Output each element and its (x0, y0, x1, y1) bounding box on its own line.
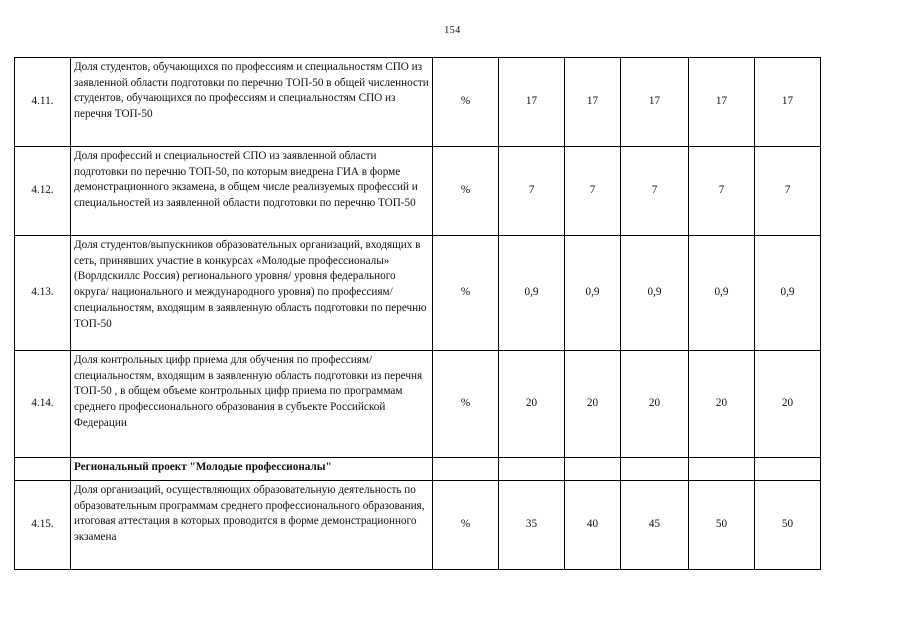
value-cell: 0,9 (565, 236, 621, 351)
row-number: 4.14. (15, 351, 71, 458)
value-cell: 7 (689, 147, 755, 236)
row-number: 4.12. (15, 147, 71, 236)
section-title: Региональный проект "Молодые профессионалы" (71, 458, 433, 481)
unit-cell: % (433, 58, 499, 147)
indicator-description: Доля студентов/выпускников образовательных организаций, входящих в сеть, принявших участие в конкурсах «Молодые профессионалы» (Ворлдскиллс Россия) регионального уровня/ уровня федерального округа/ национального и международного уровня) по профессиям/ специальностям, входящим в заявленную область подготовки по перечню ТОП-50 (71, 236, 433, 351)
unit-cell: % (433, 481, 499, 570)
empty-cell (565, 458, 621, 481)
value-cell: 17 (499, 58, 565, 147)
unit-cell: % (433, 351, 499, 458)
value-cell: 17 (755, 58, 821, 147)
value-cell: 20 (565, 351, 621, 458)
value-cell: 0,9 (621, 236, 689, 351)
unit-cell: % (433, 147, 499, 236)
value-cell: 45 (621, 481, 689, 570)
table-row (15, 58, 821, 147)
value-cell: 20 (689, 351, 755, 458)
empty-cell (499, 458, 565, 481)
value-cell: 17 (689, 58, 755, 147)
row-number: 4.13. (15, 236, 71, 351)
row-number: 4.11. (15, 58, 71, 147)
row-number-empty (15, 458, 71, 481)
page-number: 154 (444, 25, 461, 36)
value-cell: 50 (755, 481, 821, 570)
value-cell: 17 (565, 58, 621, 147)
value-cell: 7 (499, 147, 565, 236)
value-cell: 0,9 (499, 236, 565, 351)
value-cell: 40 (565, 481, 621, 570)
indicators-table (14, 57, 821, 570)
value-cell: 7 (755, 147, 821, 236)
empty-cell (621, 458, 689, 481)
indicator-description: Доля студентов, обучающихся по профессиям и специальностям СПО из заявленной области подготовки по перечню ТОП-50 в общей численности студентов, обучающихся по профессиям и специальностям СПО из перечня ТОП-50 (71, 58, 433, 147)
table-row (15, 351, 821, 458)
table-row (15, 147, 821, 236)
empty-cell (755, 458, 821, 481)
section-row (15, 458, 821, 481)
value-cell: 17 (621, 58, 689, 147)
empty-cell (689, 458, 755, 481)
indicator-description: Доля контрольных цифр приема для обучения по профессиям/ специальностям, входящим в заявленную область подготовки из перечня ТОП-50 , в общем объеме контрольных цифр приема по программам среднего профессионального образования в субъекте Российской Федерации (71, 351, 433, 458)
value-cell: 7 (565, 147, 621, 236)
value-cell: 20 (621, 351, 689, 458)
value-cell: 50 (689, 481, 755, 570)
value-cell: 0,9 (689, 236, 755, 351)
indicator-description: Доля организаций, осуществляющих образовательную деятельность по образовательным программам среднего профессионального образования, итоговая аттестация в которых проводится в форме демонстрационного экзамена (71, 481, 433, 570)
row-number: 4.15. (15, 481, 71, 570)
indicator-description: Доля профессий и специальностей СПО из заявленной области подготовки по перечню ТОП-50, по которым внедрена ГИА в форме демонстрационного экзамена, в общем числе реализуемых профессий и специальностей из заявленной области подготовки по перечню ТОП-50 (71, 147, 433, 236)
table-row (15, 481, 821, 570)
value-cell: 20 (499, 351, 565, 458)
table-row (15, 236, 821, 351)
value-cell: 20 (755, 351, 821, 458)
empty-cell (433, 458, 499, 481)
unit-cell: % (433, 236, 499, 351)
value-cell: 7 (621, 147, 689, 236)
value-cell: 35 (499, 481, 565, 570)
value-cell: 0,9 (755, 236, 821, 351)
